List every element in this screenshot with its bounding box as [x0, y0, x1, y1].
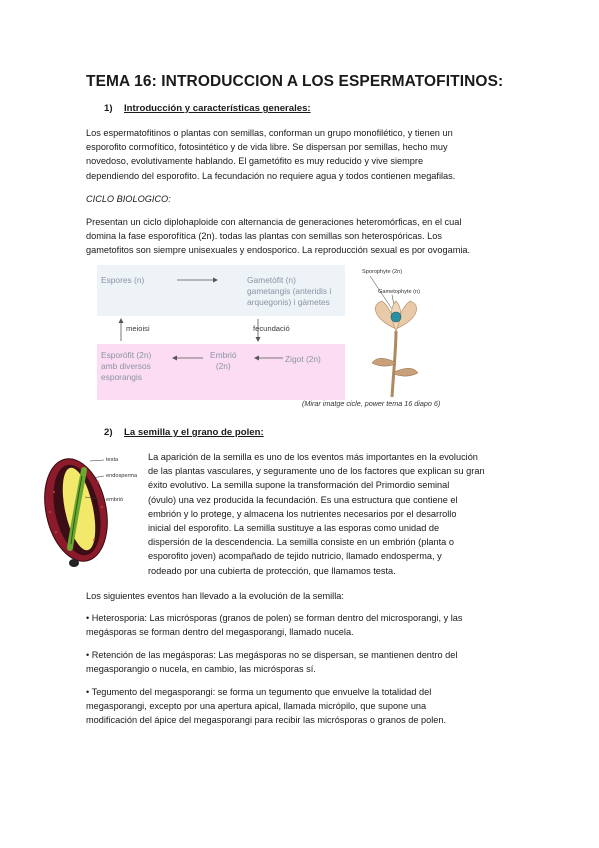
- section-label: Introducción y características generales:: [124, 103, 311, 114]
- bullet-line: megasporangi, excepto por una apertura apical, llamada micrópilo, que supone una: [86, 701, 427, 712]
- zygote-label: Zigot (2n): [285, 354, 321, 364]
- seed-paragraph: [148, 450, 485, 578]
- paragraph-line: embrión y lo protege, y almacena los nutrientes necesarios por el desarrollo: [148, 508, 457, 519]
- bullet-item: [86, 648, 457, 676]
- meiosis-label: meioisi: [126, 324, 150, 333]
- figure-caption: (Mirar imatge cicle, power tema 16 diapo 6): [302, 399, 441, 408]
- sporophyte-plant-label: Sporophyte (2n): [362, 269, 403, 275]
- plant-illustration: [356, 267, 436, 399]
- page-title: TEMA 16: INTRODUCCION A LOS ESPERMATOFITINOS:: [86, 73, 504, 90]
- events-intro: Los siguientes eventos han llevado a la evolución de la semilla:: [86, 591, 344, 601]
- sporophyte-line: Esporòfit (2n): [101, 350, 152, 360]
- gametophyte-label: [247, 275, 331, 308]
- embryo-seed-label: embrió: [106, 497, 124, 503]
- bullet-line: • Tegumento del megasporangi: se forma un tegumento que envuelve la totalidad del: [86, 687, 432, 697]
- bullet-line: modificación del ápice del megasporangi para recibir las micrósporas o granos de polen.: [86, 715, 447, 726]
- intro-paragraph: [86, 126, 455, 183]
- paragraph-line: éxito evolutivo. La semilla supone la transformación del Primordio seminal: [148, 480, 450, 491]
- gametophyte-plant-label: Gametophyte (n): [378, 289, 420, 295]
- gametophyte-line: Gametòfit (n): [247, 275, 296, 285]
- bullet-line: megásporas se forman dentro del megasporangi, llamado nucela.: [86, 627, 354, 638]
- arrow-up-icon: [117, 317, 125, 343]
- embryo-line: (2n): [215, 361, 231, 371]
- paragraph-line: gametofitos son siempre unisexuales y endosporico. La reproducción sexual es por ovogamia.: [86, 245, 471, 256]
- gametophyte-line: arquegonis) i gàmetes: [247, 297, 330, 307]
- fertilization-label: fecundació: [253, 324, 290, 333]
- embryo-line: Embrió: [210, 350, 237, 360]
- plant-drawing: [356, 267, 436, 399]
- spores-label: Espores (n): [101, 275, 145, 285]
- paragraph-line: (óvulo) una vez producida la fecundación. Es una estructura que contiene el: [148, 494, 458, 505]
- seed-illustration: [30, 452, 142, 572]
- sporophyte-label: [101, 350, 151, 383]
- paragraph-line: Presentan un ciclo diplohaploide con alternancia de generaciones heteromórficas, en el cual: [86, 217, 462, 227]
- bullet-line: • Heterosporia: Las micrósporas (granos de polen) se forman dentro del microsporangi, y las: [86, 613, 463, 623]
- embryo-label: [210, 350, 237, 372]
- bullet-line: • Retención de las megásporas: Las megásporas no se dispersan, se mantienen dentro del: [86, 650, 458, 660]
- paragraph-line: dispersión de la descendencia. La semilla consiste en un embrión (planta o: [148, 537, 454, 548]
- section-number: 1): [104, 103, 113, 114]
- paragraph-line: rodeado por una cubierta de protección, que llamamos testa.: [148, 565, 396, 576]
- paragraph-line: de las plantas vasculares, y seguramente uno de los factores que explican su gran: [148, 466, 485, 477]
- life-cycle-diagram: [97, 265, 345, 403]
- bullet-item: [86, 611, 463, 639]
- paragraph-line: Los espermatofitinos o plantas con semillas, conforman un grupo monofilético, y tienen un: [86, 128, 453, 138]
- paragraph-line: esporofito cormofítico, fotosintético y de vida libre. Se dispersan por semillas, hecho muy: [86, 142, 448, 153]
- section-heading-1: [104, 103, 311, 114]
- cycle-paragraph: [86, 215, 470, 258]
- paragraph-line: La aparición de la semilla es uno de los eventos más importantes en la evolución: [148, 452, 478, 462]
- paragraph-line: esporofito joven) acompañado de tejido nutricio, llamado endosperma, y: [148, 551, 442, 562]
- paragraph-line: dependiendo del esporofito. La fecundación no requiere agua y todos contienen megafilas.: [86, 170, 456, 181]
- arrow-left-icon: [171, 354, 205, 362]
- endosperm-label: endosperma: [106, 473, 138, 479]
- seed-drawing: [30, 452, 142, 572]
- section-label: La semilla y el grano de polen:: [124, 427, 264, 438]
- arrow-left-icon: [253, 354, 285, 362]
- sporophyte-line: esporangis: [101, 372, 142, 382]
- section-heading-2: [104, 427, 264, 438]
- section-number: 2): [104, 427, 113, 438]
- paragraph-line: novedoso, evolutivamente hablando. El gametófito es muy reducido y vive siempre: [86, 156, 424, 167]
- bullet-line: megasporangio o nucela, en cambio, las micrósporas sí.: [86, 664, 316, 675]
- paragraph-line: domina la fase esporofítica (2n). todas las plantas con semillas son heterospóricas. Los: [86, 231, 442, 242]
- arrow-right-icon: [175, 276, 219, 284]
- gametophyte-line: gametangis (anteridis i: [247, 286, 332, 296]
- cycle-heading: CICLO BIOLOGICO:: [86, 194, 171, 204]
- bullet-item: [86, 685, 446, 728]
- paragraph-line: inicial del esporofito. La semilla sustituye a las esporas como unidad de: [148, 523, 440, 534]
- testa-label: testa: [106, 457, 119, 463]
- sporophyte-line: amb diversos: [101, 361, 151, 371]
